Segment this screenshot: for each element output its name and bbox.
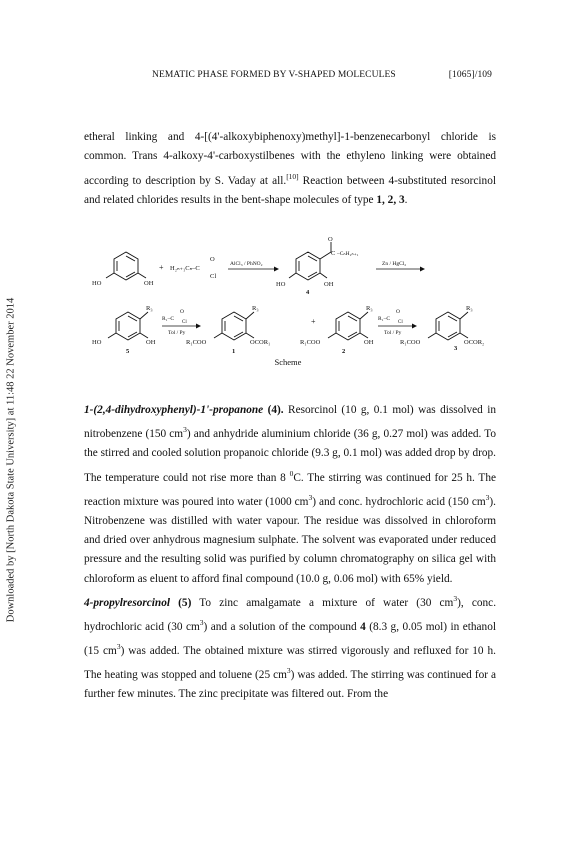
acyl-chloride-chain: H₂ₙ₊₁Cₙ–C [170, 265, 200, 272]
resorcinol-oh: OH [144, 280, 154, 287]
reaction-arrowhead-4 [412, 324, 417, 329]
intro-text-end: . [404, 193, 408, 206]
intro-paragraph-block [84, 128, 496, 210]
superscript-3: 3 [199, 618, 204, 628]
reaction-arrowhead-2 [420, 267, 425, 272]
section-4-title: 1-(2,4-dihydroxyphenyl)-1'-propanone [84, 404, 264, 416]
section-5-text-2: ), conc. hydrochloric acid (30 cm [84, 596, 497, 633]
plus-sign-2: + [311, 317, 316, 326]
compound-5-label: 5 [126, 348, 130, 355]
compound-3-label: 3 [454, 345, 458, 352]
reaction-arrowhead-3 [196, 324, 201, 329]
section-5-paragraph [84, 589, 496, 705]
ketone-structure [289, 242, 331, 280]
diester-3-right: OCOR₂ [464, 339, 485, 346]
acid-chloride-2: R₁–C [378, 316, 391, 322]
diester-1-right: OCOR₁ [250, 339, 271, 346]
ketone-o: O [328, 236, 333, 243]
propylresorcinol-r3: R₃ [146, 305, 153, 312]
ketone-ho: HO [276, 281, 286, 288]
section-5-text-6: ) was added. The stirring was continued for a further few minutes. The zinc precipitate was filtered out. From the [84, 668, 496, 701]
diester-1-left: R₁COO [186, 339, 207, 346]
reaction-arrowhead-1 [274, 267, 279, 272]
compound-1-label: 1 [232, 348, 236, 355]
monoester-2-left: R₁COO [300, 339, 321, 346]
superscript-3: 3 [453, 593, 458, 603]
propylresorcinol-oh: OH [146, 339, 156, 346]
superscript-3: 3 [183, 425, 187, 435]
compound-2-label: 2 [342, 348, 346, 355]
acyl-chloride-cl: Cl [210, 273, 217, 280]
acid-chloride-1-cl: Cl [182, 320, 187, 325]
section-4-text-5: ). Nitrobenzene was distilled with water vapour. The residue was dissolved in chloroform and dried over anhydrous magnesium sulphate. The solvent was evaporated under reduced pressure and the resulting solid was purified by column chromatography on silica gel with chloroform as eluent to afford final compound (10.0 g, 0.06 mol) with 65% yield. [84, 495, 496, 585]
diester-1-structure [214, 312, 254, 340]
section-5-text-3: ) and a solution of the compound [203, 620, 361, 633]
citation-ref: [10] [286, 171, 299, 181]
section-5-title: 4-propylresorcinol [84, 596, 170, 609]
section-4-label: (4). [263, 404, 284, 416]
reaction-scheme [86, 236, 496, 370]
acyl-chloride-o: O [210, 256, 215, 263]
plus-sign-1: + [159, 263, 164, 272]
running-title: NEMATIC PHASE FORMED BY V-SHAPED MOLECULES [152, 70, 396, 80]
diester-3-r3: R₃ [466, 305, 473, 312]
superscript-3: 3 [485, 492, 490, 502]
section-5-text-5: ) was added. The obtained mixture was stirred vigorously and refluxed for 10 h. The heating was stopped and toluene (25 cm [84, 644, 496, 681]
acid-chloride-1-o: O [180, 309, 184, 315]
ketone-c: C [331, 250, 336, 257]
intro-paragraph [84, 128, 496, 210]
section-4-text-2: ) and anhydride aluminium chloride (36 g, 0.27 mol) was added. To the stirred and cooled solution propanoic chloride (9.3 g, 0.1 mol) was added drop by drop. The temperature could not rise more than 8 [84, 428, 496, 484]
acid-chloride-2-o: O [396, 309, 400, 315]
reagent-tolpy-2: Tol / Py [384, 330, 402, 336]
compound-4-ref: 4 [360, 620, 366, 633]
propylresorcinol-structure [108, 312, 148, 340]
molecule-types: 1, 2, 3 [376, 193, 405, 206]
acid-chloride-2-cl: Cl [398, 320, 403, 325]
diester-3-structure [428, 312, 468, 340]
scheme-caption: Scheme [274, 357, 302, 367]
propylresorcinol-ho: HO [92, 339, 102, 346]
section-5-text-1: To zinc amalgamate a mixture of water (30 cm [191, 596, 454, 609]
superscript-3: 3 [308, 492, 313, 502]
reagent-alcl3: AlCl₃ / PhNO₂ [230, 261, 263, 267]
monoester-2-structure [328, 312, 368, 340]
superscript-0: 0 [289, 468, 294, 478]
section-4-text-4: ) and conc. hydrochloric acid (150 cm [312, 495, 486, 508]
intro-text-a: etheral linking and 4-[(4'-alkoxybiphenoxy)methyl]-1-benzenecarbonyl chloride is common. Trans 4-alkoxy-4'-carboxystilbenes with the ethyleno linking were obtained according to description by S. Vaday at all. [84, 131, 496, 187]
section-4-text-3: C. The stirring was continued for 25 h. The reaction mixture was poured into water (1000 cm [84, 471, 496, 508]
monoester-2-r3: R₃ [366, 305, 373, 312]
ketone-chain: –CₙH₂ₙ₊₁ [337, 251, 359, 257]
ketone-oh: OH [324, 281, 334, 288]
resorcinol-ho: HO [92, 280, 102, 287]
section-4-text-1: Resorcinol (10 g, 0.1 mol) was dissolved in nitrobenzene (150 cm [84, 404, 497, 441]
monoester-2-oh: OH [364, 339, 374, 346]
download-watermark [4, 180, 18, 740]
acid-chloride-1: R₁–C [162, 316, 175, 322]
reagent-zn: Zn / HgCl₂ [382, 261, 407, 267]
compound-4-label: 4 [306, 289, 310, 296]
page-number: [1065]/109 [448, 70, 492, 80]
reagent-tolpy-1: Tol / Py [168, 330, 186, 336]
section-4-paragraph [84, 401, 496, 589]
diester-3-left: R₁COO [400, 339, 421, 346]
superscript-3: 3 [116, 642, 121, 652]
section-5-text-4: (8.3 g, 0.05 mol) in ethanol (15 cm [84, 620, 496, 657]
download-note-text: Downloaded by [North Dakota State University] at 11:48 22 November 2014 [5, 297, 17, 623]
experimental-block [84, 401, 496, 705]
intro-text-b: Reaction between 4-substituted resorcinol and related chlorides results in the bent-shape molecules of type [84, 174, 496, 206]
running-header [152, 70, 492, 80]
scheme-drawing [86, 236, 496, 360]
diester-1-r3: R₃ [252, 305, 259, 312]
resorcinol-structure [106, 252, 146, 280]
superscript-3: 3 [286, 666, 291, 676]
section-5-label: (5) [169, 596, 192, 609]
